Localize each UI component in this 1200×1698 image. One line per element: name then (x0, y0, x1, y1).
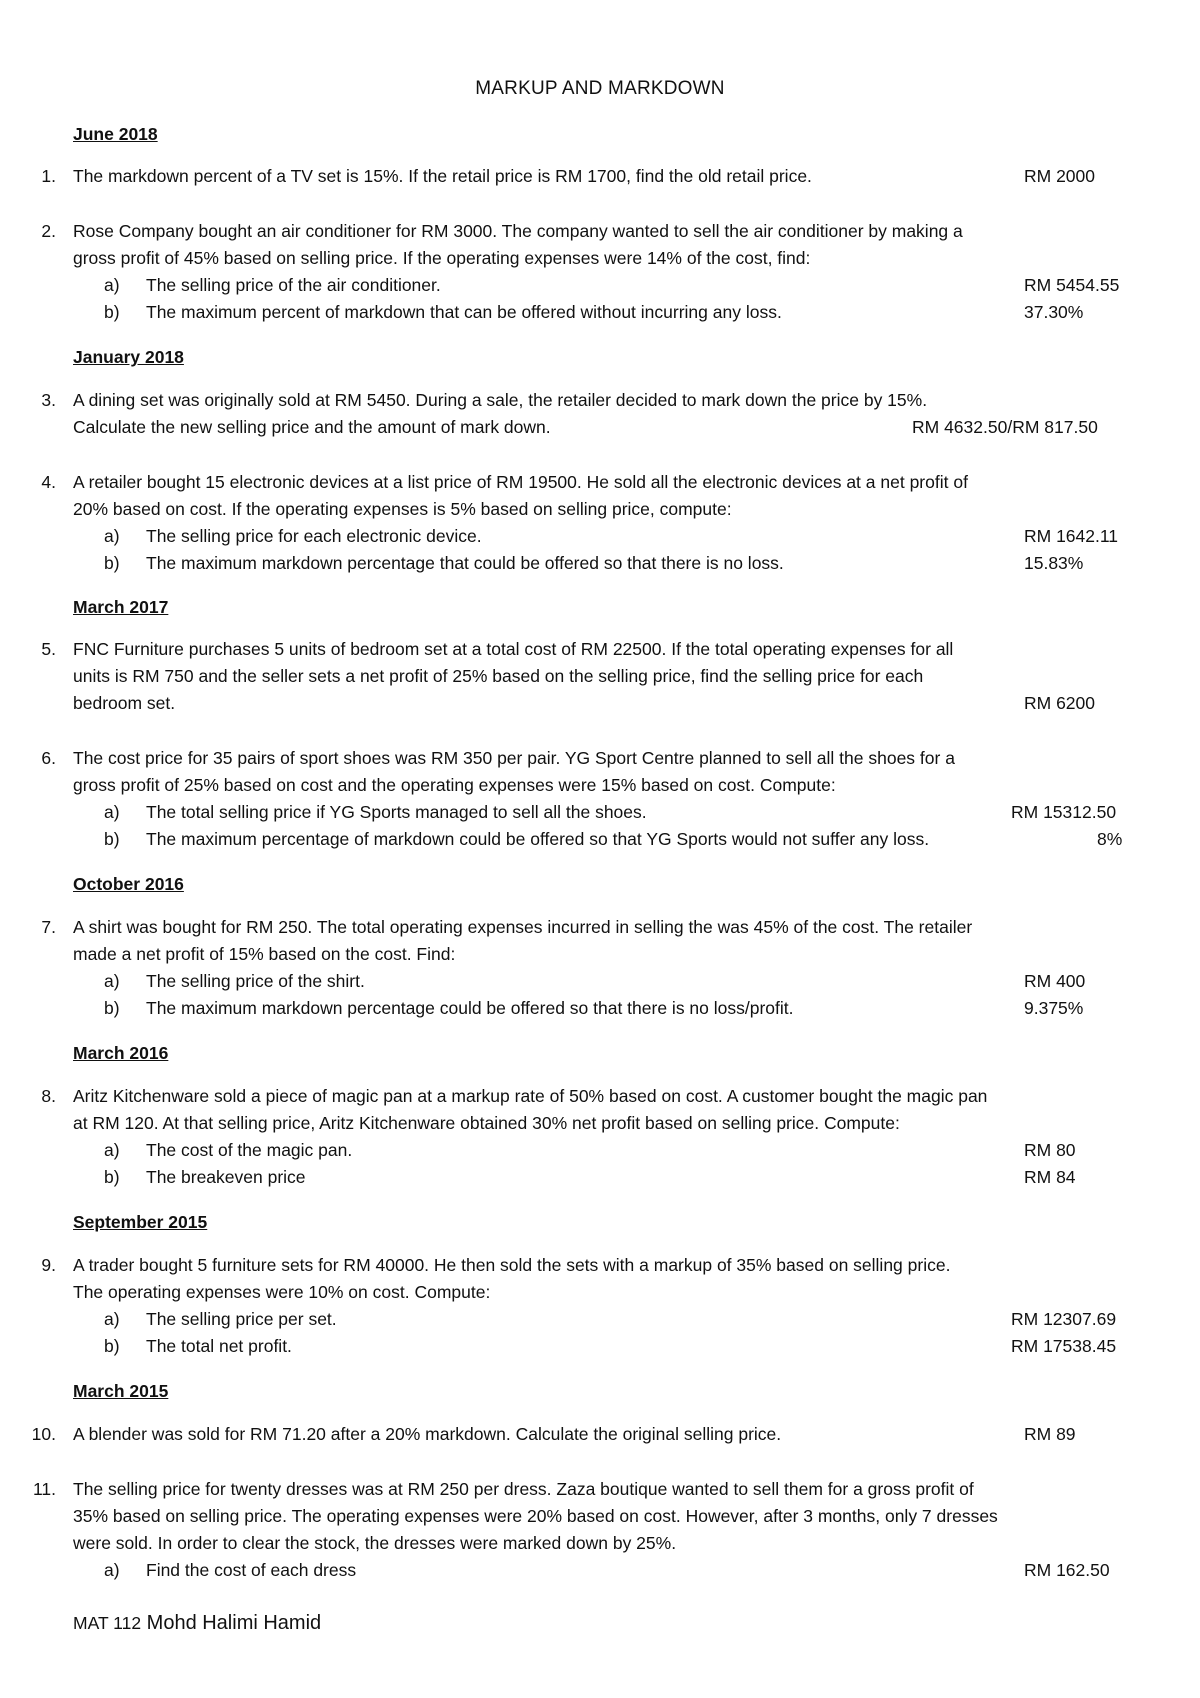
sub-label: b) (104, 553, 120, 573)
sub-label: a) (104, 275, 120, 295)
sub-question-text: The selling price of the shirt. (146, 971, 365, 991)
sub-label: a) (104, 1140, 120, 1160)
sub-question-text: The breakeven price (146, 1167, 306, 1187)
question-text: A trader bought 5 furniture sets for RM 40000. He then sold the sets with a markup of 35% based on selling price. (73, 1255, 951, 1275)
sub-question-text: The selling price for each electronic device. (146, 526, 482, 546)
course-code: MAT 112 (73, 1613, 142, 1633)
footer (73, 1612, 321, 1635)
sub-label: a) (104, 1309, 120, 1329)
question-number: 1. (41, 166, 56, 186)
sub-question-text: Find the cost of each dress (146, 1560, 357, 1580)
answer: RM 84 (1024, 1167, 1076, 1187)
question-number: 3. (41, 390, 56, 410)
answer: 37.30% (1024, 302, 1084, 322)
session-heading: October 2016 (73, 874, 184, 894)
question-text: Rose Company bought an air conditioner for RM 3000. The company wanted to sell the air conditioner by making a (73, 221, 963, 241)
question-text: The operating expenses were 10% on cost. Compute: (73, 1282, 491, 1302)
question-number: 6. (41, 748, 56, 768)
answer: RM 5454.55 (1024, 275, 1120, 295)
answer: RM 12307.69 (1011, 1309, 1117, 1329)
question-text: A shirt was bought for RM 250. The total operating expenses incurred in selling the was 45% of the cost. The retailer (73, 917, 973, 937)
answer: RM 162.50 (1024, 1560, 1110, 1580)
question-text: The cost price for 35 pairs of sport shoes was RM 350 per pair. YG Sport Centre planned to sell all the shoes for a (73, 748, 955, 768)
sub-question-text: The total net profit. (146, 1336, 292, 1356)
question-text: 20% based on cost. If the operating expenses is 5% based on selling price, compute: (73, 499, 732, 519)
sub-question-text: The maximum percentage of markdown could be offered so that YG Sports would not suffer any loss. (146, 829, 930, 849)
question-text: Aritz Kitchenware sold a piece of magic pan at a markup rate of 50% based on cost. A customer bought the magic pan (73, 1086, 988, 1106)
sub-label: a) (104, 971, 120, 991)
question-number: 11. (32, 1479, 56, 1499)
session-heading: March 2015 (73, 1381, 169, 1401)
question-text: 35% based on selling price. The operating expenses were 20% based on cost. However, after 3 months, only 7 dresses (73, 1506, 998, 1526)
answer: RM 15312.50 (1011, 802, 1117, 822)
sub-question-text: The maximum percent of markdown that can be offered without incurring any loss. (146, 302, 782, 322)
sub-question-text: The total selling price if YG Sports managed to sell all the shoes. (146, 802, 647, 822)
answer: 8% (1097, 829, 1123, 849)
answer: RM 2000 (1024, 166, 1096, 186)
answer: RM 80 (1024, 1140, 1076, 1160)
question-number: 7. (41, 917, 56, 937)
sub-question-text: The selling price per set. (146, 1309, 337, 1329)
author-name: Mohd Halimi Hamid (146, 1612, 322, 1634)
sub-label: b) (104, 829, 120, 849)
session-heading: March 2017 (73, 597, 169, 617)
question-text: The selling price for twenty dresses was at RM 250 per dress. Zaza boutique wanted to sell them for a gross profit of (73, 1479, 974, 1499)
answer: RM 400 (1024, 971, 1086, 991)
sub-question-text: The maximum markdown percentage that could be offered so that there is no loss. (146, 553, 784, 573)
sub-question-text: The cost of the magic pan. (146, 1140, 353, 1160)
sub-label: a) (104, 802, 120, 822)
answer: RM 4632.50/RM 817.50 (912, 417, 1098, 437)
answer: 9.375% (1024, 998, 1084, 1018)
sub-question-text: The selling price of the air conditioner. (146, 275, 441, 295)
question-text: A retailer bought 15 electronic devices at a list price of RM 19500. He sold all the electronic devices at a net profit of (73, 472, 968, 492)
question-text: A dining set was originally sold at RM 5450. During a sale, the retailer decided to mark down the price by 15%. (73, 390, 928, 410)
session-heading: March 2016 (73, 1043, 169, 1063)
question-number: 8. (41, 1086, 56, 1106)
question-text: The markdown percent of a TV set is 15%. If the retail price is RM 1700, find the old retail price. (73, 166, 812, 186)
sub-label: a) (104, 1560, 120, 1580)
question-text: FNC Furniture purchases 5 units of bedroom set at a total cost of RM 22500. If the total operating expenses for all (73, 639, 954, 659)
question-text: Calculate the new selling price and the amount of mark down. (73, 417, 551, 437)
question-text: at RM 120. At that selling price, Aritz Kitchenware obtained 30% net profit based on selling price. Compute: (73, 1113, 900, 1133)
sub-label: b) (104, 1336, 120, 1356)
answer: RM 89 (1024, 1424, 1076, 1444)
question-text: gross profit of 45% based on selling price. If the operating expenses were 14% of the cost, find: (73, 248, 811, 268)
question-text: A blender was sold for RM 71.20 after a 20% markdown. Calculate the original selling price. (73, 1424, 782, 1444)
question-number: 4. (41, 472, 56, 492)
page-title: MARKUP AND MARKDOWN (475, 78, 725, 99)
sub-label: b) (104, 998, 120, 1018)
sub-label: b) (104, 1167, 120, 1187)
question-text: gross profit of 25% based on cost and the operating expenses were 15% based on cost. Compute: (73, 775, 836, 795)
sub-label: b) (104, 302, 120, 322)
session-heading: September 2015 (73, 1212, 208, 1232)
question-text: made a net profit of 15% based on the cost. Find: (73, 944, 456, 964)
question-text: units is RM 750 and the seller sets a net profit of 25% based on the selling price, find the selling price for each (73, 666, 924, 686)
answer: RM 1642.11 (1024, 526, 1119, 546)
answer: 15.83% (1024, 553, 1084, 573)
sub-label: a) (104, 526, 120, 546)
question-number: 9. (41, 1255, 56, 1275)
session-heading: January 2018 (73, 347, 184, 367)
question-number: 5. (41, 639, 56, 659)
answer: RM 6200 (1024, 693, 1096, 713)
question-text: bedroom set. (73, 693, 176, 713)
question-number: 2. (41, 221, 56, 241)
session-heading: June 2018 (73, 124, 158, 144)
question-number: 10. (31, 1424, 56, 1444)
question-text: were sold. In order to clear the stock, the dresses were marked down by 25%. (73, 1533, 677, 1553)
answer: RM 17538.45 (1011, 1336, 1117, 1356)
sub-question-text: The maximum markdown percentage could be offered so that there is no loss/profit. (146, 998, 794, 1018)
